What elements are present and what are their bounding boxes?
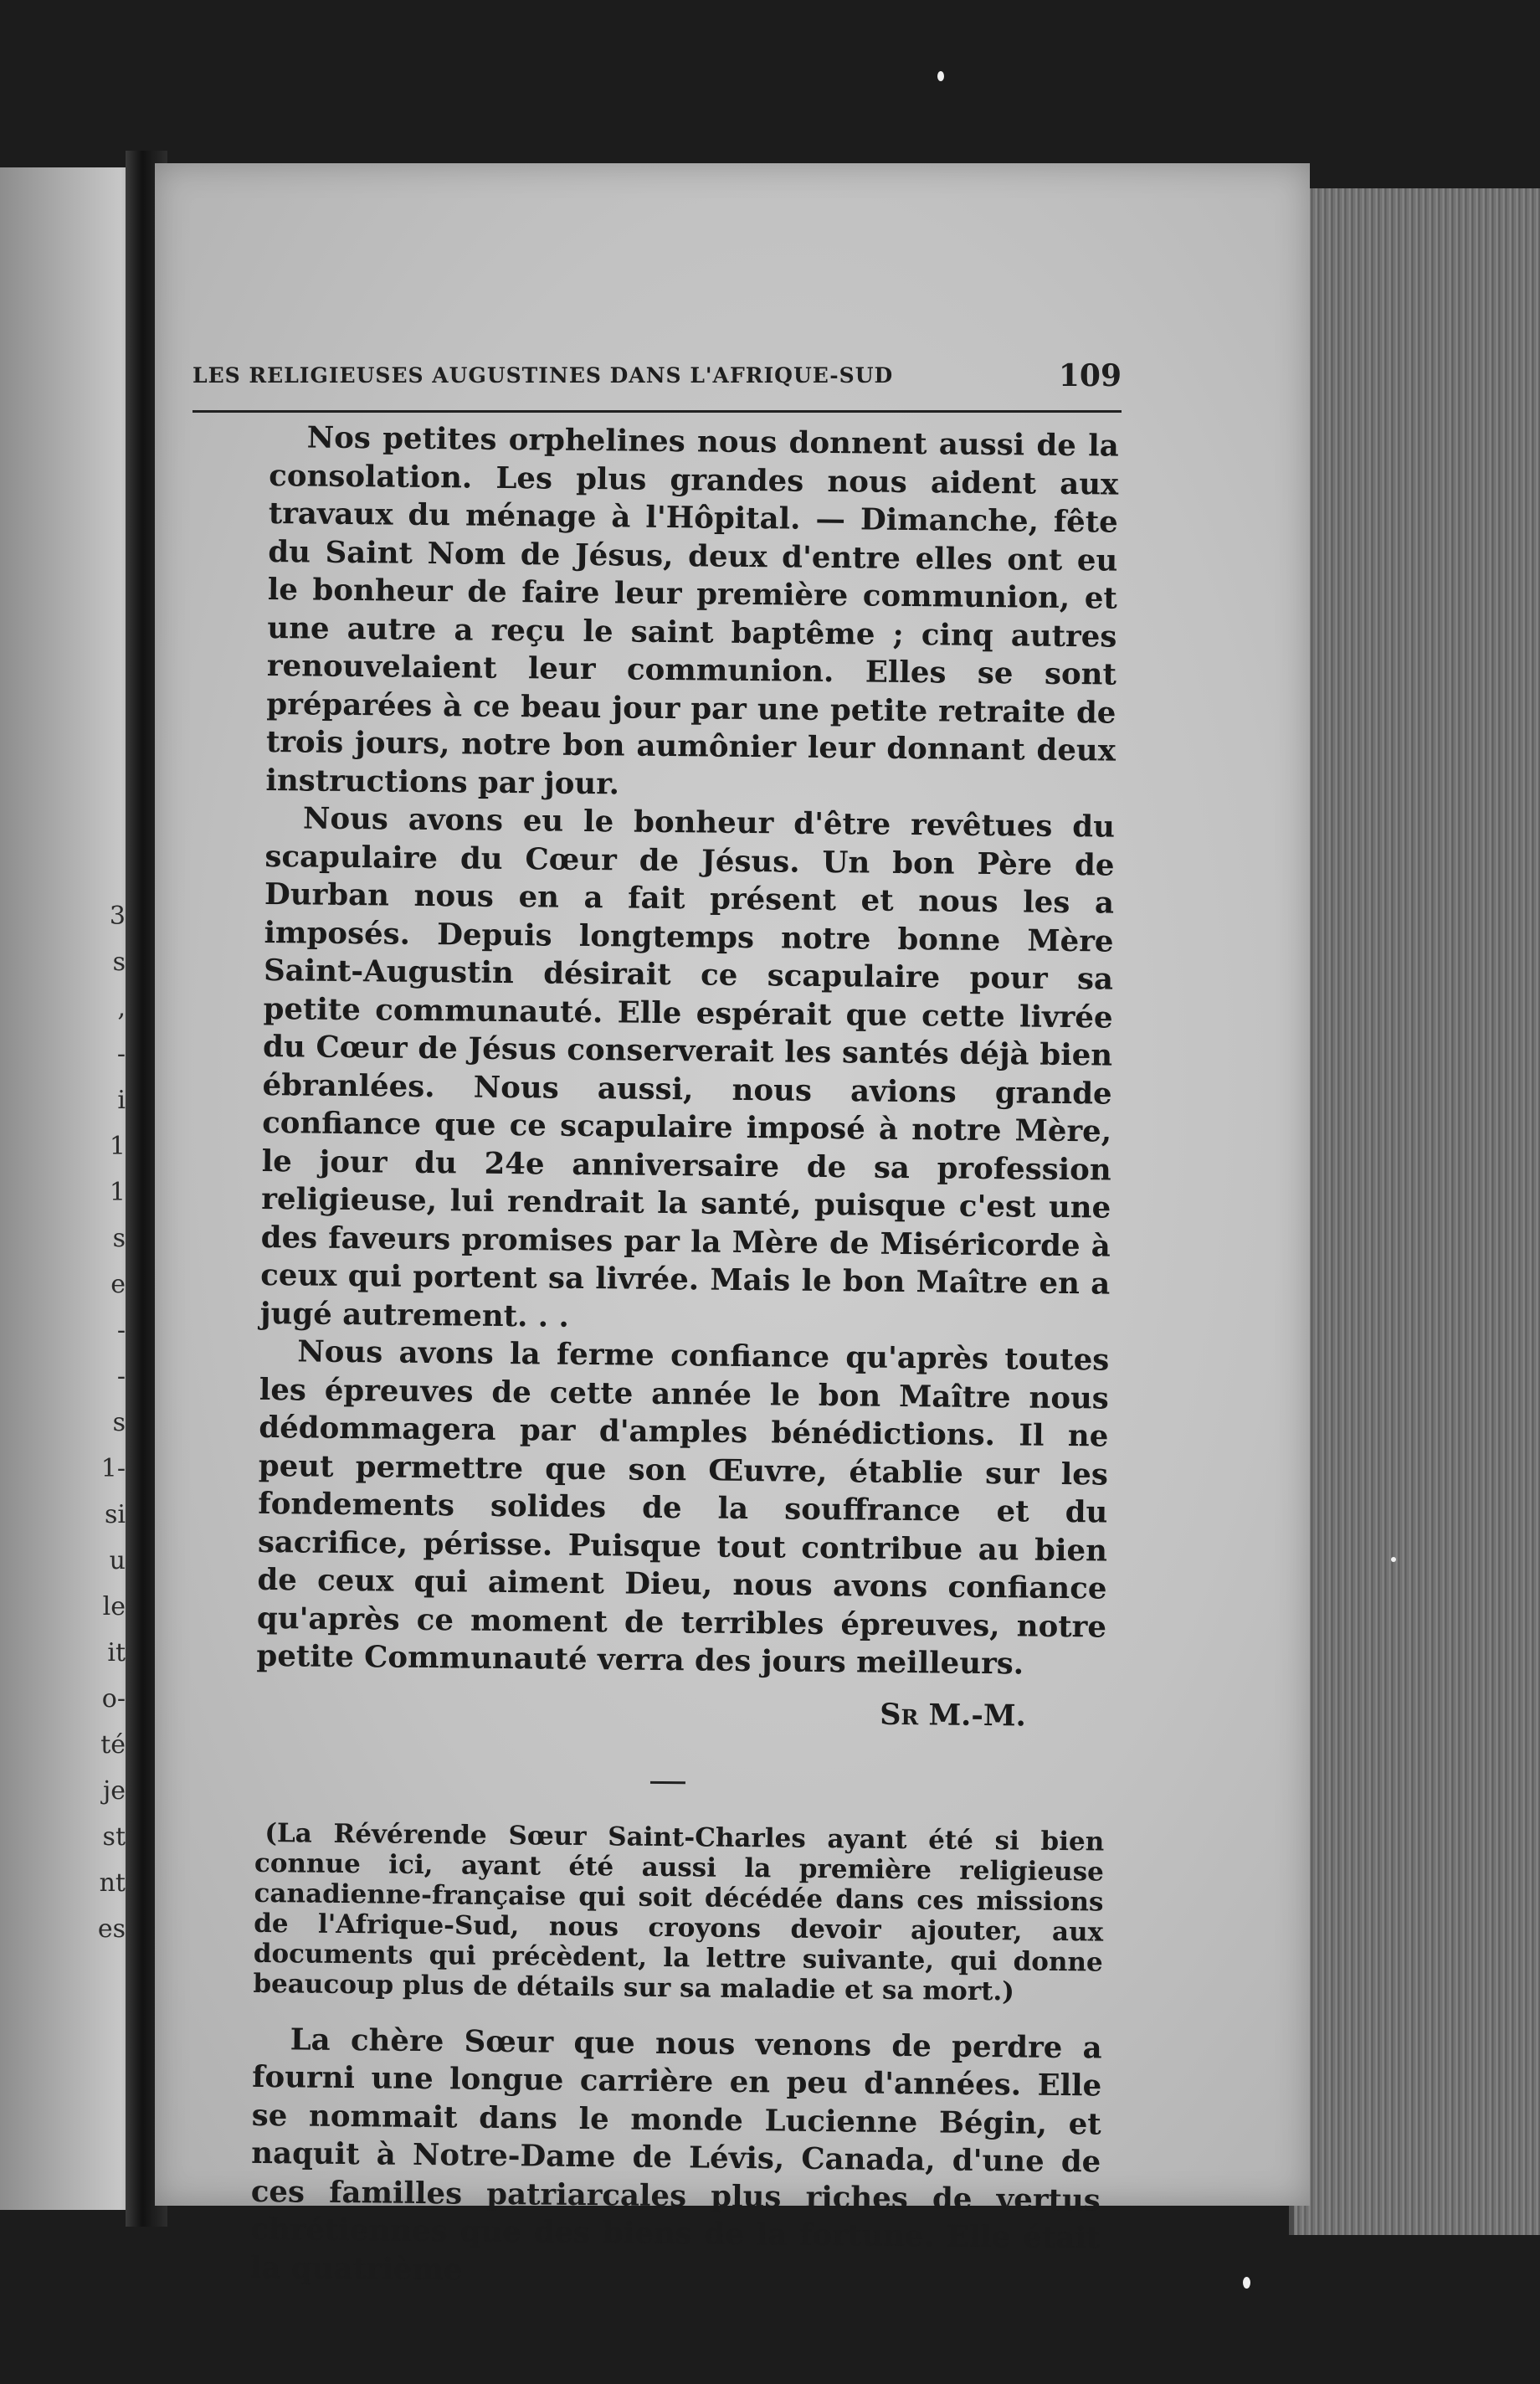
paragraph-confidence: Nous avons la ferme confiance qu'après toutes les épreuves de cette année le bon Maître nous dédommagera par d'amples bénédictions. Il ne peut permettre que son Œuvre, établie sur les fondements solides de la souffrance et du sacrifice, périsse. Puisque tout contribue au bien de ceux qui aiment Dieu, nous avons confiance qu'après ce moment de terribles épreuves, notre petite Communauté verra des jours meilleurs. — [256, 1334, 1110, 1682]
left-page-fragment: it — [107, 1638, 126, 1667]
dust-speck — [1243, 2277, 1250, 2289]
dust-speck — [1391, 1557, 1396, 1562]
left-page-fragment: 1 — [109, 1132, 126, 1161]
paragraph-sister-biography: La chère Sœur que nous venons de perdre a fourni une longue carrière en peu d'années. Elle se nommait dans le monde Lucienne Bégin, et naquit à Notre-Dame de Lévis, Canada, d'une de ces familles patriarcales plus riches de vertus chrétiennes que des biens de la fortune. Elle était la quatrième — [249, 2022, 1102, 2288]
left-page-fragment: , — [117, 994, 126, 1023]
left-facing-page — [0, 167, 142, 2210]
left-page-fragment: 1- — [100, 1454, 126, 1483]
left-page-fragment: es — [97, 1914, 126, 1944]
left-page-fragment: 1 — [109, 1178, 126, 1207]
left-page-fragment: si — [105, 1500, 126, 1529]
paragraph-scapular: Nous avons eu le bonheur d'être revêtues du scapulaire du Cœur de Jésus. Un bon Père de Durban nous en a fait présent et nous les a imposés. Depuis longtemps notre bonne Mère Saint-Augustin désirait ce scapulaire pour sa petite communauté. Elle espérait que cette livrée du Cœur de Jésus conserverait les santés déjà bien ébranlées. Nous aussi, nous avions grande confiance que ce scapulaire imposé à notre Mère, le jour du 24e anniversaire de sa profession religieuse, lui rendrait la santé, puisque c'est une des faveurs promises par la Mère de Miséricorde à ceux qui portent sa livrée. Mais le bon Maître en a jugé autrement. . . — [259, 801, 1116, 1334]
dust-speck — [937, 71, 944, 81]
left-page-fragment: le — [102, 1592, 126, 1621]
left-page-fragment: s — [112, 1408, 126, 1437]
body-text — [250, 419, 1119, 2296]
page-header — [192, 360, 1122, 413]
left-page-fragment: - — [116, 1040, 126, 1069]
left-page-fragment: e — [110, 1270, 126, 1299]
left-page-fragment: je — [102, 1776, 126, 1806]
paragraph-orphans: Nos petites orphelines nous donnent aussi de la consolation. Les plus grandes nous aident aux travaux du ménage à l'Hôpital. — Dimanche, fête du Saint Nom de Jésus, deux d'entre elles ont eu le bonheur de faire leur première communion, et une autre a reçu le saint baptême ; cinq autres renouvelaient leur communion. Elles se sont préparées à ce beau jour par une petite retraite de trois jours, notre bon aumônier leur donnant deux instructions par jour. — [265, 420, 1119, 801]
section-separator — [650, 1780, 685, 1783]
left-page-fragment: té — [100, 1730, 126, 1760]
left-page-fragment: i — [117, 1086, 126, 1115]
left-page-fragment: - — [116, 1316, 126, 1345]
page-number: 109 — [1058, 358, 1122, 393]
page-stack-edges — [1289, 188, 1540, 2235]
running-head: LES RELIGIEUSES AUGUSTINES DANS L'AFRIQUE-SUD — [192, 363, 894, 388]
left-page-fragment: - — [116, 1362, 126, 1391]
editor-note: (La Révérende Sœur Saint-Charles ayant été si bien connue ici, ayant été aussi la première religieuse canadienne-française qui soit décédée dans ces missions de l'Afrique-Sud, nous croyons devoir ajouter, aux documents qui précèdent, la lettre suivante, qui donne beaucoup plus de détails sur sa maladie et sa mort.) — [253, 1817, 1105, 2006]
left-page-fragment: s — [112, 1224, 126, 1253]
left-page-fragment: st — [102, 1822, 126, 1852]
left-page-fragment: u — [109, 1546, 126, 1575]
left-page-fragment: 3 — [109, 902, 126, 931]
signature: Sr M.-M. — [879, 1697, 1027, 1734]
left-page-fragment: nt — [99, 1868, 126, 1898]
left-page-fragment: o- — [101, 1684, 126, 1714]
left-page-fragment: s — [112, 948, 126, 977]
